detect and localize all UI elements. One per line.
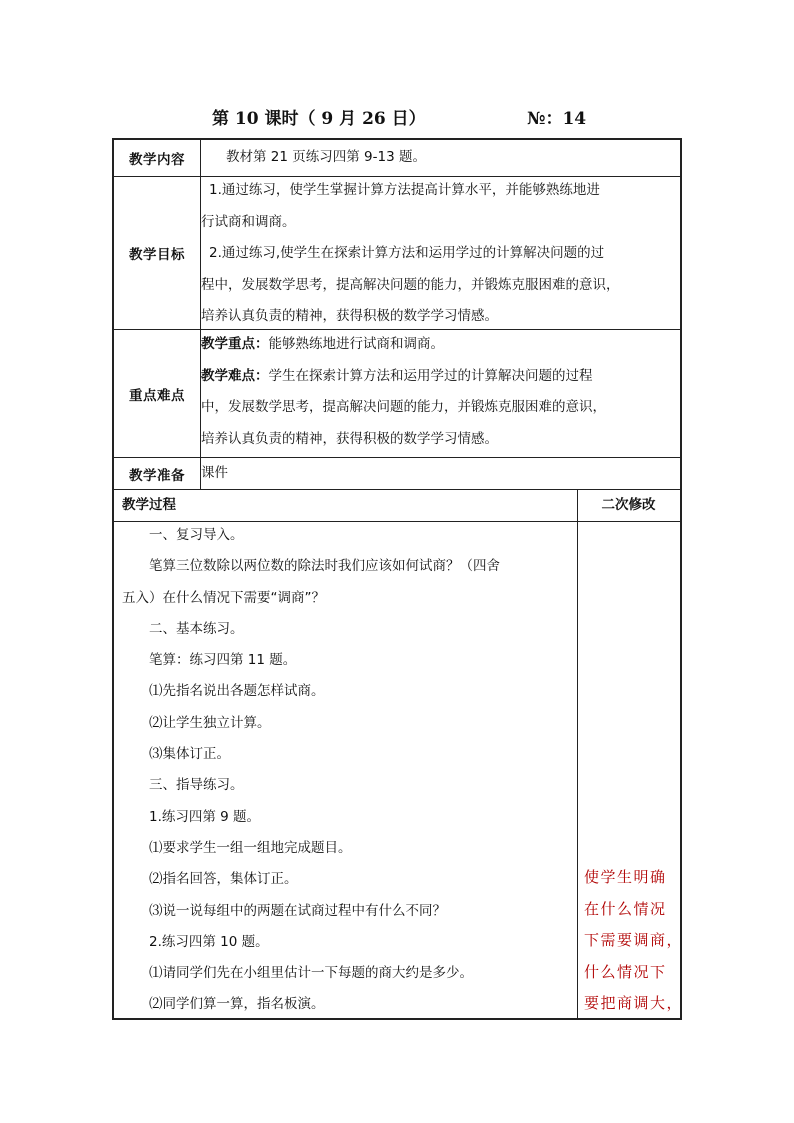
row-text	[201, 140, 674, 175]
goal-line: 2.通过练习,使学生在探索计算方法和运用学过的计算解决问题的过	[209, 245, 605, 261]
process-lines	[114, 520, 577, 1021]
content-text: 教材第 21 页练习四第 9-13 题。	[226, 149, 426, 165]
difficulty-label: 教学难点：	[201, 367, 269, 384]
lesson-title	[112, 104, 682, 130]
row-goals	[114, 177, 680, 330]
difficulty-text: 中，发展数学思考，提高解决问题的能力，并锻炼克服困难的意识，	[201, 399, 606, 415]
revision-note: 在什么情况	[584, 899, 667, 918]
process-line: ⑶说一说每组中的两题在试商过程中有什么不同？	[149, 902, 446, 919]
process-line: 三、指导练习。	[149, 777, 244, 794]
goal-line: 培养认真负责的精神，获得积极的数学学习情感。	[201, 308, 498, 324]
row-text	[201, 329, 674, 455]
lesson-info: 第 10 课时（ 9 月 26 日）	[212, 109, 426, 129]
prep-text: 课件	[201, 465, 228, 481]
process-line: 1.练习四第 9 题。	[149, 808, 261, 825]
row-label: 教学目标	[114, 177, 201, 329]
process-line: ⑴请同学们先在小组里估计一下每题的商大约是多少。	[149, 965, 473, 982]
difficulty-text: 学生在探索计算方法和运用学过的计算解决问题的过程	[268, 367, 593, 384]
process-line: ⑵同学们算一算，指名板演。	[149, 996, 325, 1013]
process-line: ⑵指名回答，集体订正。	[149, 871, 298, 888]
process-line: 2.练习四第 10 题。	[149, 933, 269, 950]
goal-line: 行试商和调商。	[201, 213, 296, 230]
revision-note: 使学生明确	[584, 868, 667, 886]
revision-header: 二次修改	[601, 497, 656, 513]
row-label: 重点难点	[114, 330, 201, 457]
process-line: 一、复习导入。	[149, 527, 244, 543]
goal-line: 1.通过练习，使学生掌握计算方法提高计算水平，并能够熟练地进	[209, 182, 600, 198]
row-text	[201, 175, 674, 333]
goal-line: 程中，发展数学思考，提高解决问题的能力，并锻炼克服困难的意识，	[201, 276, 620, 293]
process-header: 教学过程	[122, 497, 176, 513]
row-content	[114, 140, 680, 177]
revision-note: 什么情况下	[584, 962, 667, 981]
lesson-plan-table	[112, 138, 682, 1020]
process-line: 笔算：练习四第 11 题。	[149, 652, 297, 669]
revision-notes	[578, 862, 684, 1020]
process-line: 笔算三位数除以两位数的除法时我们应该如何试商？（四舍	[149, 558, 500, 575]
row-key-points	[114, 330, 680, 458]
process-line: ⑵让学生独立计算。	[149, 714, 271, 731]
lesson-number: №：14	[527, 109, 587, 129]
row-text	[201, 458, 674, 489]
focus-label: 教学重点：	[201, 336, 269, 352]
revision-note: 要把商调大，	[584, 994, 684, 1012]
process-line: ⑶集体订正。	[149, 746, 230, 763]
row-label: 教学准备	[114, 458, 201, 489]
process-line: 五入）在什么情况下需要“调商”？	[122, 589, 325, 606]
process-line: ⑴要求学生一组一组地完成题目。	[149, 839, 352, 856]
focus-text: 能够熟练地进行试商和调商。	[268, 336, 444, 352]
process-line: ⑴先指名说出各题怎样试商。	[149, 683, 325, 700]
row-label: 教学内容	[114, 140, 201, 176]
process-line: 二、基本练习。	[149, 620, 244, 637]
row-process-header	[114, 490, 680, 522]
revision-note: 下需要调商，	[584, 931, 684, 949]
difficulty-text: 培养认真负责的精神，获得积极的数学学习情感。	[201, 430, 498, 447]
row-preparation	[114, 458, 680, 490]
